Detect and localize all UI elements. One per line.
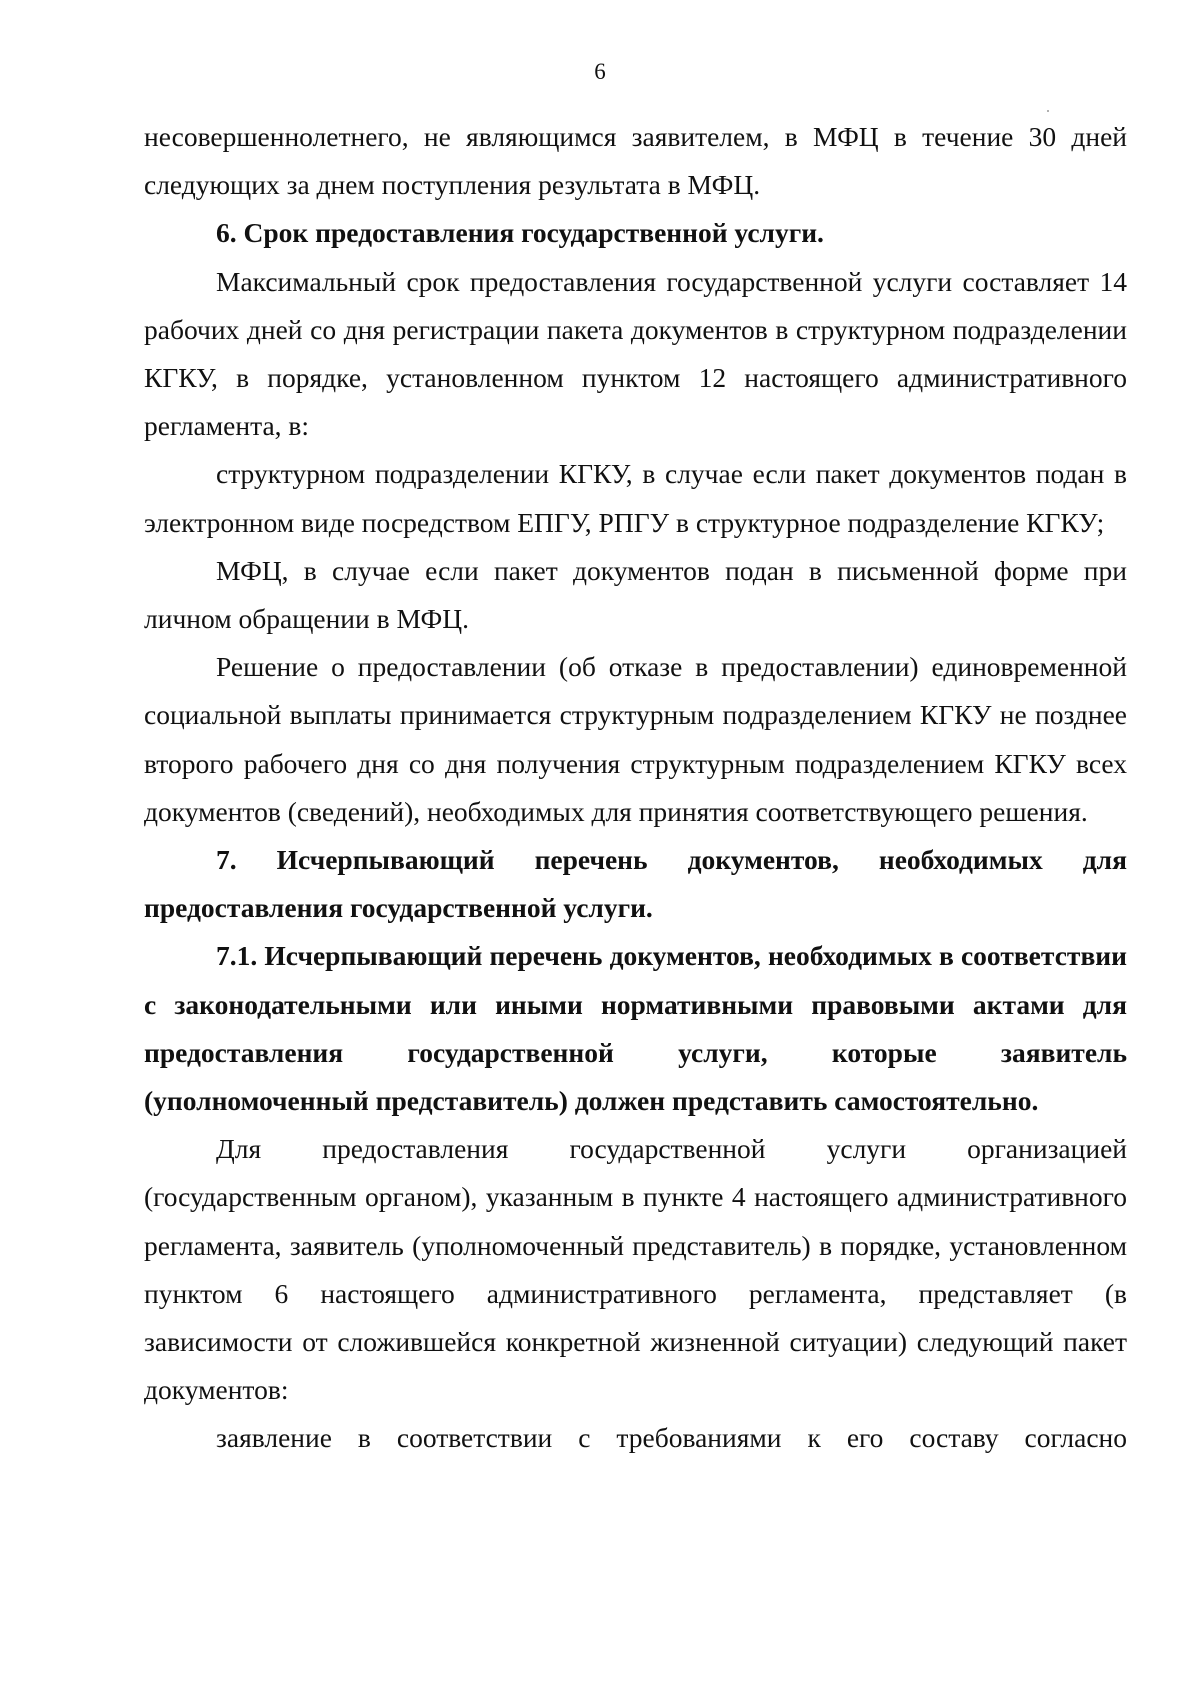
- paragraph-continuation: несовершеннолетнего, не являющимся заявителем, в МФЦ в течение 30 дней следующих за днем поступления результата в МФЦ.: [144, 121, 1127, 201]
- paragraph-mfc: МФЦ, в случае если пакет документов подан в письменной форме при личном обращении в МФЦ.: [144, 554, 1127, 635]
- section-heading-7-1: 7.1. Исчерпывающий перечень документов, необходимых в соответствии с законодательными или иными нормативными правовыми актами для предоставления государственной услуги, которые заявитель (уполномоченный представитель) должен представить самостоятельно.: [144, 940, 1127, 1117]
- paragraph-decision: Решение о предоставлении (об отказе в предоставлении) единовременной социальной выплаты принимается структурным подразделением КГКУ не позднее второго рабочего дня со дня получения структурным подразделением КГКУ всех документов (сведений), необходимых для принятия соответствующего решения.: [144, 651, 1127, 827]
- section-heading-7: 7. Исчерпывающий перечень документов, необходимых для предоставления государственной услуги.: [144, 844, 1127, 924]
- page-number: 6: [594, 59, 606, 84]
- paragraph-application: заявление в соответствии с требованиями к его составу согласно: [216, 1422, 1127, 1454]
- section-heading-6: 6. Срок предоставления государственной услуги.: [216, 217, 824, 249]
- paragraph-documents-package: Для предоставления государственной услуги организацией (государственным органом), указанным в пункте 4 настоящего административного регламента, заявитель (уполномоченный представитель) в порядке, установленном пунктом 6 настоящего административного регламента, представляет (в зависимости от сложившейся конкретной жизненной ситуации) следующий пакет документов:: [144, 1133, 1127, 1406]
- document-body: [144, 113, 1127, 1463]
- paragraph-structural-unit: структурном подразделении КГКУ, в случае если пакет документов подан в электронном виде посредством ЕПГУ, РПГУ в структурное подразделение КГКУ;: [144, 458, 1127, 538]
- scan-speck: [1047, 110, 1049, 112]
- paragraph-max-term: Максимальный срок предоставления государственной услуги составляет 14 рабочих дней со дня регистрации пакета документов в структурном подразделении КГКУ, в порядке, установленном пунктом 12 настоящего административного регламента, в:: [144, 265, 1127, 442]
